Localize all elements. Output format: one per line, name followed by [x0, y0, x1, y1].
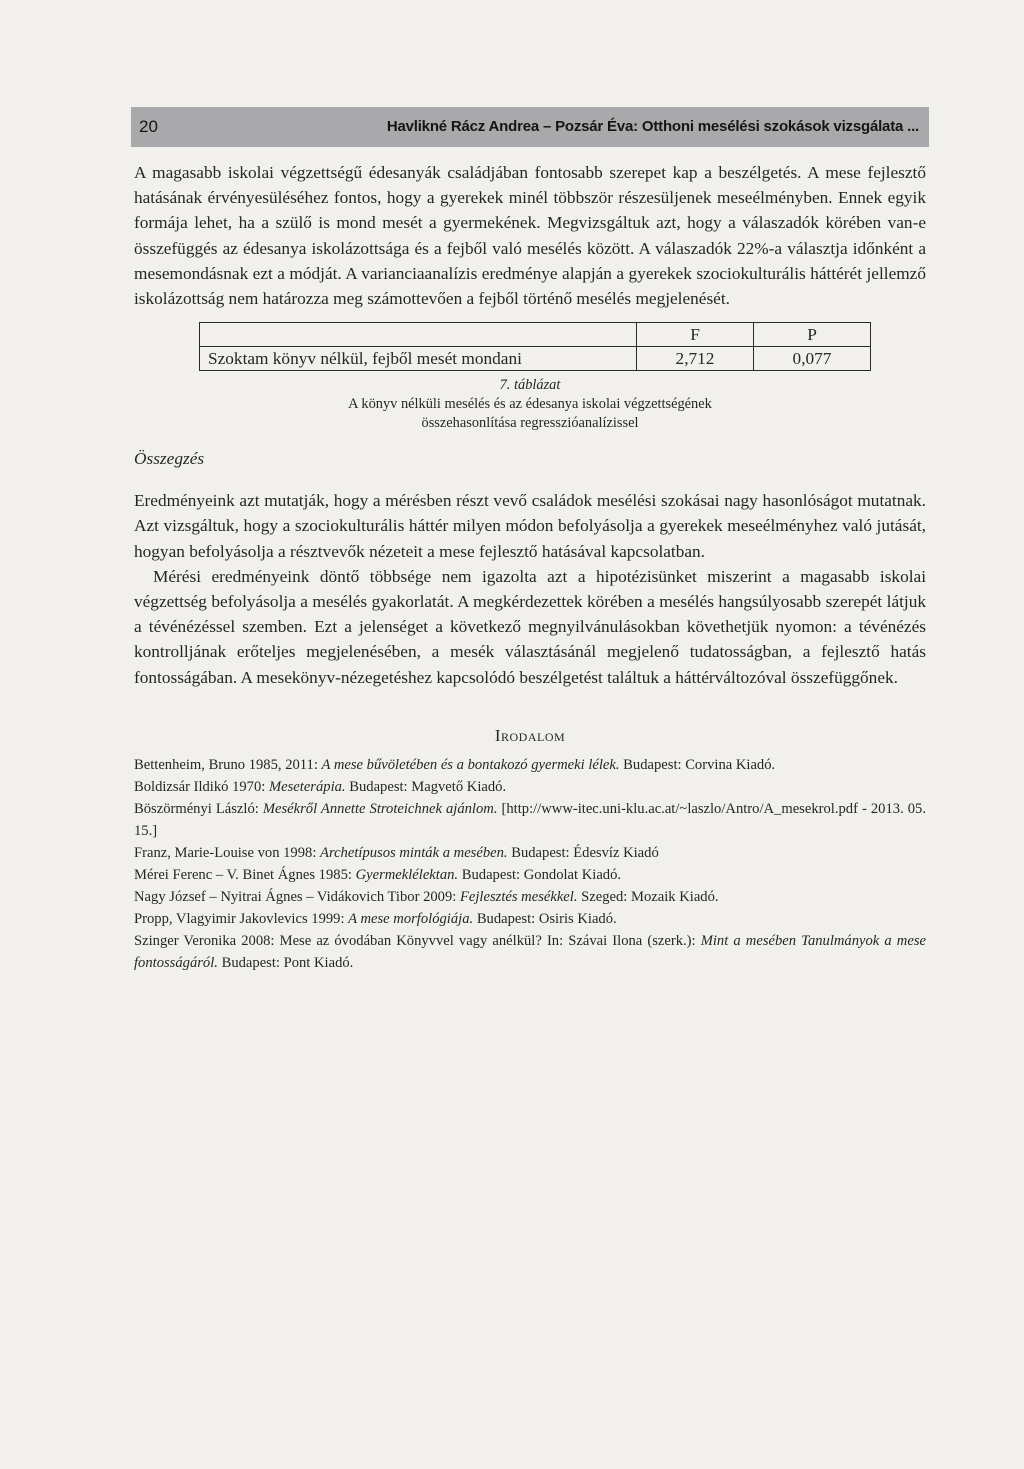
running-title: Havlikné Rácz Andrea – Pozsár Éva: Otthoni mesélési szokások vizsgálata ...: [386, 118, 919, 135]
reference-item: Franz, Marie-Louise von 1998: Archetípusos minták a mesében. Budapest: Édesvíz Kiadó: [134, 844, 659, 861]
reference-item: Szinger Veronika 2008: Mese az óvodában Könyvvel vagy anélkül? In: Szávai Ilona (szerk.): Mint a mesében Tanulmányok a mese fontosságáról. Budapest: Pont Kiadó.: [134, 932, 926, 971]
reference-item: Mérei Ferenc – V. Binet Ágnes 1985: Gyermeklélektan. Budapest: Gondolat Kiadó.: [134, 866, 622, 883]
reference-item: Böszörményi László: Mesékről Annette Stroteichnek ajánlom. [http://www-itec.uni-klu.ac.at/~laszlo/Antro/A_mesekrol.pdf - 2013. 05. 15.]: [134, 800, 926, 839]
table-row: [200, 347, 871, 371]
col-header-p: P: [754, 323, 871, 347]
table-caption-line2: összehasonlítása regresszióanalízissel: [421, 415, 639, 432]
intro-paragraph: A magasabb iskolai végzettségű édesanyák családjában fontosabb szerepet kap a beszélgetés. A mese fejlesztő hatásának érvényesüléséhez fontos, hogy a gyerekek minél többször részesüljenek meseélményben. Ennek egyik formája lehet, ha a szülő is mond mesét a gyermekének. Megvizsgáltuk azt, hogy a válaszadók körében van-e összefüggés az édesanya iskolázottsága és a fejből való mesélés között. A válaszadók 22%-a választja időnként a mesemondásnak ezt a módját. A varianciaanalízis eredménye alapján a gyerekek szociokulturális háttérét jellemző iskolázottság nem határozza meg számottevően a fejből történő mesélés megjelenését.: [134, 163, 926, 309]
row-f-value: 2,712: [637, 347, 754, 371]
reference-item: Bettenheim, Bruno 1985, 2011: A mese bűvöletében és a bontakozó gyermeki lélek. Budapest: Corvina Kiadó.: [134, 756, 776, 773]
row-label: Szoktam könyv nélkül, fejből mesét mondani: [200, 347, 637, 371]
row-p-value: 0,077: [754, 347, 871, 371]
anova-table: [199, 322, 871, 371]
table-caption: [134, 376, 926, 433]
reference-list: [134, 754, 926, 974]
page-content: [134, 160, 926, 974]
table-corner-cell: [200, 323, 637, 347]
running-header: [131, 107, 929, 147]
table-header-row: [200, 323, 871, 347]
summary-paragraph-2: Mérési eredményeink döntő többsége nem igazolta azt a hipotézisünket miszerint a magasabb iskolai végzettség befolyásolja a mesélés gyakorlatát. A megkérdezettek körében a mesélés hangsúlyosabb szerepét látjuk a tévénézéssel szemben. Ezt a jelenséget a következő megnyilvánulásokban követhetjük nyomon: a tévénézés kontrolljának erőteljes megjelenésében, a mesék választásánál megjelenő tudatosságban, a fejlesztő hatás fontosságában. A mesekönyv-nézegetéshez kapcsolódó beszélgetést találtuk a háttérváltozóval összefüggőnek.: [134, 566, 926, 687]
reference-item: Nagy József – Nyitrai Ágnes – Vidákovich Tibor 2009: Fejlesztés mesékkel. Szeged: Mozaik Kiadó.: [134, 888, 719, 905]
references-heading: Irodalom: [494, 725, 566, 745]
section-heading-summary: Összegzés: [134, 449, 205, 469]
reference-item: Boldizsár Ildikó 1970: Meseterápia. Budapest: Magvető Kiadó.: [134, 778, 507, 795]
table-caption-number: 7. táblázat: [499, 377, 561, 394]
page-number: 20: [139, 117, 158, 136]
reference-item: Propp, Vlagyimir Jakovlevics 1999: A mese morfológiája. Budapest: Osiris Kiadó.: [134, 910, 617, 927]
table-caption-line1: A könyv nélküli mesélés és az édesanya iskolai végzettségének: [348, 396, 712, 413]
col-header-f: F: [637, 323, 754, 347]
summary-paragraph-1: Eredményeink azt mutatják, hogy a mérésben részt vevő családok mesélési szokásai nagy hasonlóságot mutatnak. Azt vizsgáltuk, hogy a szociokulturális háttér milyen módon befolyásolja a gyerekek meseélményhez való jutását, hogyan befolyásolja a résztvevők nézeteit a mese fejlesztő hatásával kapcsolatban.: [134, 491, 926, 561]
